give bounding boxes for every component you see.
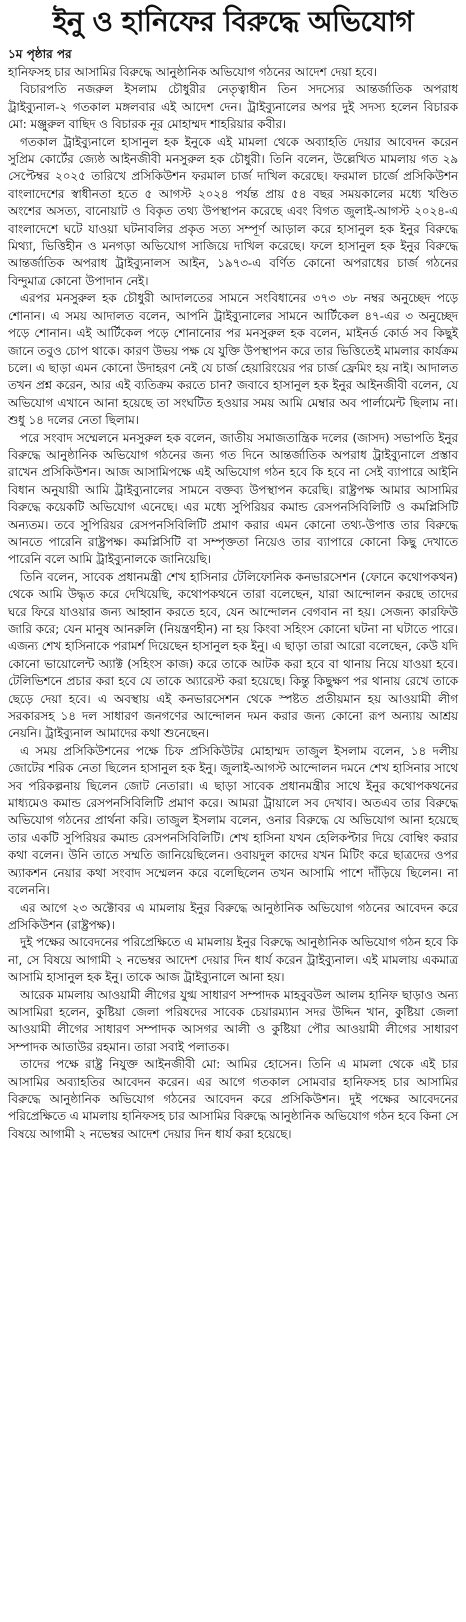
article-paragraph: এরপর মনসুরুল হক চৌধুরী আদালতের সামনে সংবিধানের ৩৭৩ ৩৮ নম্বর অনুচ্ছেদ পড়ে শোনান। এ সময় আদালত বলেন, আপনি ট্রাইব্যুনালের সামনে আর্টিকেল ৪৭-এর ৩ অনুচ্ছেদ পড়ে শোনান। এই আর্টিকেল পড়ে শোনানোর পর মনসুরুল হক বলেন, মাইনর্ড কোর্ড সব কিছুই জানে তবুও চোপ থাকে। কারণ উভয় পক্ষ যে যুক্তি উপস্থাপন করে তার ভিত্তিতেই মামলার কার্যক্রম চলে। এ ছাড়া এমন কোনো উদাহরণ নেই যে চার্জ হেয়ারিংয়ের পর চার্জ ফ্রেমিং হয় নাই। আদালত তখন প্রশ্ন করেন, আর এই ব্যতিক্রম করতে চান? জবাবে হাসানুল হক ইনুর আইনজীবী বলেন, যে অভিযোগ এখানে আনা হয়েছে তা সংঘটিত হওয়ার সময় আমি মেম্বার অব পার্লামেন্ট ছিলাম না। শুধু ১৪ দলের নেতা ছিলাম। — [8, 291, 458, 428]
article-paragraph: হানিফসহ চার আসামির বিরুদ্ধে আনুষ্ঠানিক অভিযোগ গঠনের আদেশ দেয়া হবে। — [8, 65, 378, 79]
article-paragraph: পরে সংবাদ সম্মেলনে মনসুরুল হক বলেন, জাতীয় সমাজতান্ত্রিক দলের (জাসদ) সভাপতি ইনুর বিরুদ্ধে আনুষ্ঠানিক অভিযোগ গঠনের জন্য গত দিনে আন্তর্জাতিক অপরাধ ট্রাইব্যুনালে প্রস্তাব রাখেন প্রসিকিউশন। আজ আসামিপক্ষে এই অভিযোগ গঠন হবে কি হবে না সেই ব্যাপারে আইনি বিধান অনুযায়ী আমি ট্রাইব্যুনালের সামনে বক্তব্য উপস্থাপন করেছি। রাষ্ট্রপক্ষ আমার আসামির বিরুদ্ধে কয়েকটি অভিযোগ এনেছে। এর মধ্যে সুপিরিয়র কমান্ড রেসপনসিবিলিটি ও কমপ্লিসিটি অন্যতম। তবে সুপিরিয়র রেসপনসিবিলিটি প্রমাণ করার এমন কোনো তথ্য-উপাত্ত তার বিরুদ্ধে আনতে পারেনি রাষ্ট্রপক্ষ। কমপ্লিসিটি বা সম্পৃক্ততা নিয়েও তার ব্যাপারে কোনো কিছু দেখাতে পারেনি বলে আমি ট্রাইব্যুনালকে জানিয়েছি। — [8, 430, 458, 567]
article-paragraph: দুই পক্ষের আবেদনের পরিপ্রেক্ষিতে এ মামলায় ইনুর বিরুদ্ধে আনুষ্ঠানিক অভিযোগ গঠন হবে কি না, সে বিষয়ে আগামী ২ নভেম্বর আদেশ দেয়ার দিন ধার্য করেন ট্রাইব্যুনাল। এই মামলায় একমাত্র আসামি হাসানুল হক ইনু। তাকে আজ ট্রাইব্যুনালে আনা হয়। — [8, 935, 458, 985]
continued-from-page-label: ১ম পৃষ্ঠার পর — [8, 47, 72, 61]
article-paragraph: তিনি বলেন, সাবেক প্রধানমন্ত্রী শেখ হাসিনার টেলিফোনিক কনভারসেশন (ফোনে কথোপকথন) থেকে আমি উদ্ধৃত করে দেখিয়েছি, কথোপকথনে তারা বলেছেন, যারা আন্দোলন করছে তাদের ঘরে ফিরে যাওয়ার জন্য আহ্বান করতে হবে, যেন আন্দোলন বেগবান না হয়। সেজন্য কারফিউ জারি করে; যেন মানুষ আনরুলি (নিয়ন্ত্রণহীন) না হয় কিংবা সহিংস কোনো ঘটনা না ঘটাতে পারে। এজন্য শেখ হাসিনাকে পরামর্শ দিয়েছেন হাসানুল হক ইনু। এ ছাড়া তারা আরো বলেছেন, কেউ যদি কোনো ভায়োলেন্ট অ্যাক্ট (সহিংস কাজ) করে তাকে আটক করা হবে বা থানায় নিয়ে যাওয়া হবে। টেলিভিশনে প্রচার করা হবে যে তাকে অ্যারেস্ট করা হয়েছে। কিন্তু কিছুক্ষণ পর থানায় রেখে তাকে ছেড়ে দেয়া হবে। এ অবস্থায় এই কনভারসেশন থেকে স্পষ্টত প্রতীয়মান হয় আওয়ামী লীগ সরকারসহ ১৪ দল সাধারণ জনগণের আন্দোলন দমন করার জন্য কোনো রূপ অন্যায় আশ্রয় নেয়নি। ট্রাইব্যুনাল আমাদের কথা শুনেছেন। — [8, 569, 459, 741]
article-paragraph: গতকাল ট্রাইব্যুনালে হাসানুল হক ইনুকে এই মামলা থেকে অব্যাহতি দেয়ার আবেদন করেন সুপ্রিম কোর্টের জ্যেষ্ঠ আইনজীবী মনসুরুল হক চৌধুরী। তিনি বলেন, উল্লেখিত মামলায় গত ২৯ সেপ্টেম্বর ২০২৫ তারিখে প্রসিকিউশন ফরমাল চার্জ দাখিল করেছে। ফরমাল চার্জে প্রসিকিউশন বাংলাদেশের স্বাধীনতা হতে ৫ আগস্ট ২০২৪ পর্যন্ত প্রায় ৫৪ বছর সময়কালের মধ্যে খণ্ডিত অংশের অসত্য, বানোয়াট ও বিকৃত তথ্য উপস্থাপন করেছে এবং বিগত জুলাই-আগস্ট ২০২৪-এ বাংলাদেশে ঘটে যাওয়া ঘটনাবলির প্রকৃত সত্য সম্পূর্ণ আড়াল করে হাসানুল হক ইনুর বিরুদ্ধে মিথ্যা, ভিত্তিহীন ও মনগড়া অভিযোগ সাজিয়ে দাখিল করেছে। ফলে হাসানুল হক ইনুর বিরুদ্ধে আন্তর্জাতিক অপরাধ ট্রাইব্যুনালস আইন, ১৯৭৩-এ বর্ণিত কোনো অপরাধের চার্জ গঠনের বিন্দুমাত্র কোনো উপাদান নেই। — [8, 134, 458, 288]
article-paragraph: বিচারপতি নজরুল ইসলাম চৌধুরীর নেতৃত্বাধীন তিন সদস্যের আন্তর্জাতিক অপরাধ ট্রাইব্যুনাল-২ গতকাল মঙ্গলবার এই আদেশ দেন। ট্রাইব্যুনালের অপর দুই সদস্য হলেন বিচারক মো: মঞ্জুরুল বাছিদ ও বিচারক নূর মোহাম্মদ শাহরিয়ার কবীর। — [8, 82, 458, 132]
article-paragraph: এ সময় প্রসিকিউশনের পক্ষে চিফ প্রসিকিউটর মোহাম্মদ তাজুল ইসলাম বলেন, ১৪ দলীয় জোটের শরিক নেতা ছিলেন হাসানুল হক ইনু। জুলাই-আগস্ট আন্দোলন দমনে শেখ হাসিনার সাথে সব পরিকল্পনায় ছিলেন জোট নেতারা। এ ছাড়া সাবেক প্রধানমন্ত্রীর সাথে ইনুর কথোপকথনের মাধ্যমেও কমান্ড রেসপনসিবিলিটি প্রমাণ করে। আমরা ট্রায়ালে সব দেখাব। অতএব তার বিরুদ্ধে অভিযোগ গঠনের প্রার্থনা করি। তাজুল ইসলাম বলেন, ওনার বিরুদ্ধে যে অভিযোগ আনা হয়েছে তার একটি সুপিরিয়র কমান্ড রেসপনসিবিলিটি। শেখ হাসিনা যখন হেলিকপ্টার দিয়ে বোম্বিং করার কথা বলেন। উনি তাতে সম্মতি জানিয়েছিলেন। ওবায়দুল কাদের যখন মিটিং করে ছাত্রদের ওপর অ্যাকশন নেয়ার কথা সংবাদ সম্মেলন করে বলেছিলেন তখন আসামি পাশে দাঁড়িয়ে ছিলেন। না বলেননি। — [8, 743, 458, 898]
article-paragraph: আরেক মামলায় আওয়ামী লীগের যুগ্ম সাধারণ সম্পাদক মাহবুবউল আলম হানিফ ছাড়াও অন্য আসামিরা হলেন, কুষ্টিয়া জেলা পরিষদের সাবেক চেয়ারম্যান সদর উদ্দিন খান, কুষ্টিয়া জেলা আওয়ামী লীগের সাধারণ সম্পাদক আসগর আলী ও কুষ্টিয়া পৌর আওয়ামী লীগের সাধারণ সম্পাদক আতাউর রহমান। তারা সবাই পলাতক। — [8, 987, 458, 1054]
article-paragraph: তাদের পক্ষে রাষ্ট্র নিযুক্ত আইনজীবী মো: আমির হোসেন। তিনি এ মামলা থেকে এই চার আসামির অব্যাহতির আবেদন করেন। এর আগে গতকাল সোমবার হানিফসহ চার আসামির বিরুদ্ধে আনুষ্ঠানিক অভিযোগ গঠনের আবেদন করে প্রসিকিউশন। দুই পক্ষের আবেদনের পরিপ্রেক্ষিতে এ মামলায় হানিফসহ চার আসামির বিরুদ্ধে আনুষ্ঠানিক অভিযোগ গঠন হবে কিনা সে বিষয়ে আগামী ২ নভেম্বর আদেশ দেয়ার দিন ধার্য করা হয়েছে। — [8, 1057, 458, 1141]
article-paragraph: এর আগে ২৩ অক্টোবর এ মামলায় ইনুর বিরুদ্ধে আনুষ্ঠানিক অভিযোগ গঠনের আবেদন করে প্রসিকিউশন (রাষ্ট্রপক্ষ)। — [8, 900, 458, 932]
headline: ইনু ও হানিফের বিরুদ্ধে অভিযোগ — [52, 5, 414, 38]
article-body — [8, 64, 458, 1143]
